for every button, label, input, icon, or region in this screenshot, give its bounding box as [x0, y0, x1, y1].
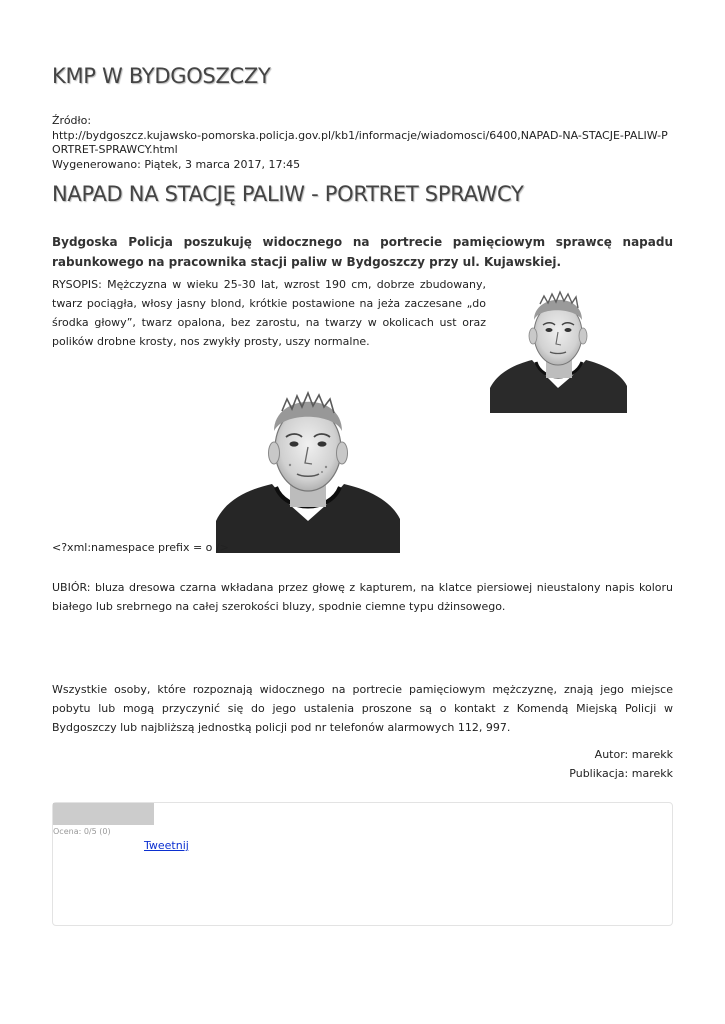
article-lead: Bydgoska Policja poszukuję widocznego na portrecie pamięciowym sprawcę napadu rabunkowego na pracownika stacji paliw w Bydgoszczy przy ul. Kujawskiej.	[52, 235, 673, 269]
rating-panel	[52, 802, 673, 926]
suspect-sketch-small	[490, 276, 627, 413]
rating-text: Ocena: 0/5 (0)	[53, 827, 111, 836]
clothing-description: UBIÓR: bluza dresowa czarna wkładana przez głowę z kapturem, na klatce piersiowej nieustalony napis koloru białego lub srebrnego na całej szerokości bluzy, spodnie ciemne typu dżinsowego.	[52, 581, 673, 613]
generated-date: Wygenerowano: Piątek, 3 marca 2017, 17:45	[52, 157, 301, 171]
site-title: KMP W BYDGOSZCZY	[52, 64, 271, 88]
suspect-sketch-large	[216, 371, 400, 553]
suspect-description: RYSOPIS: Mężczyzna w wieku 25-30 lat, wzrost 190 cm, dobrze zbudowany, twarz pociągła, włosy jasny blond, krótkie postawione na jeża zaczesane „do środka głowy”, twarz opalona, bez zarostu, na twarzy w okolicach ust oraz polików drobne krosty, nos zwykły prosty, uszy normalne.	[52, 278, 486, 348]
source-label: Źródło:	[52, 114, 92, 127]
xml-namespace-artifact: <?xml:namespace prefix = o />	[52, 541, 229, 554]
rating-stars-bar[interactable]	[53, 803, 154, 825]
source-url[interactable]: http://bydgoszcz.kujawsko-pomorska.policja.gov.pl/kb1/informacje/wiadomosci/6400,NAPAD-NA-STACJE-PALIW-PORTRET-SPRAWCY.html	[52, 128, 668, 156]
author-name: Autor: marekk	[594, 748, 673, 761]
public-appeal: Wszystkie osoby, które rozpoznają widocznego na portrecie pamięciowym mężczyznę, znają jego miejsce pobytu lub mogą przyczynić się do jego ustalenia proszone są o kontakt z Komendą Miejską Policji w Bydgoszczy lub najbliższą jednostką policji pod nr telefonów alarmowych 112, 997.	[52, 683, 673, 734]
publication-name: Publikacja: marekk	[569, 767, 673, 780]
article-title: NAPAD NA STACJĘ PALIW - PORTRET SPRAWCY	[52, 182, 524, 206]
tweet-link[interactable]: Tweetnij	[144, 839, 189, 852]
author-block	[569, 745, 673, 783]
source-meta	[52, 114, 674, 172]
